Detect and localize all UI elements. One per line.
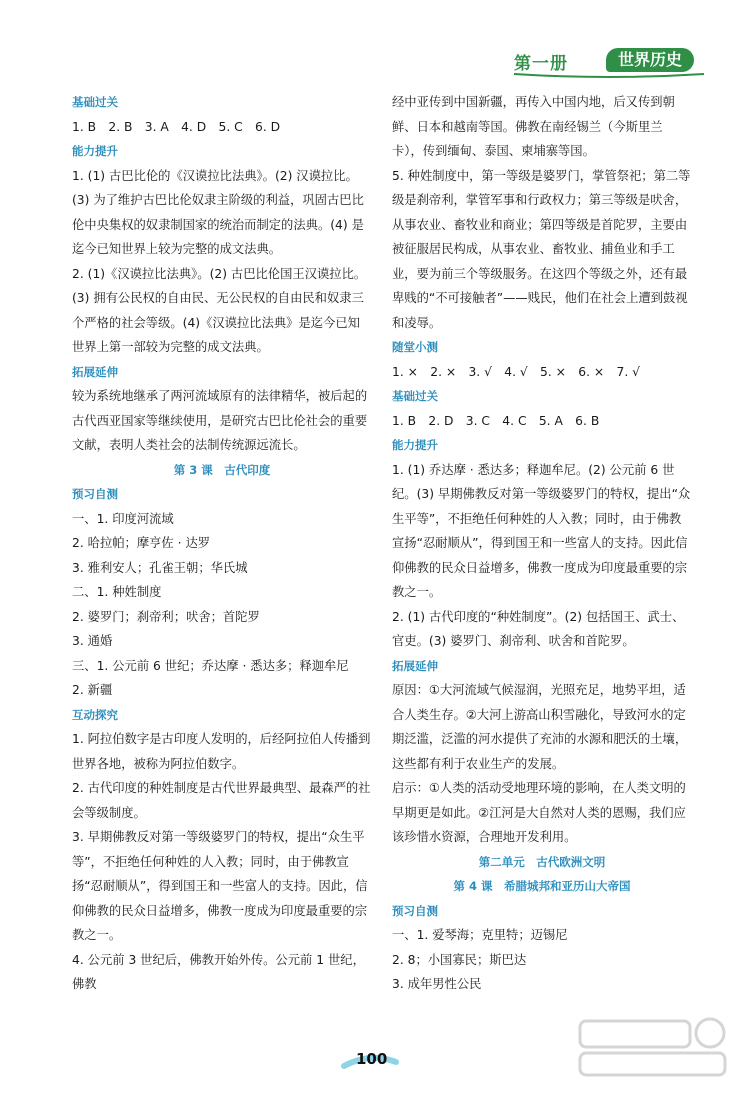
header-swoosh-decoration (514, 72, 704, 80)
answer-line: 1. × 2. × 3. √ 4. √ 5. × 6. × 7. √ (392, 364, 640, 379)
section-heading: 能力提升 (72, 144, 118, 158)
answer-line: 3. 早期佛教反对第一等级婆罗门的特权，提出“众生平等”，不拒绝任何种姓的人入教；同时，由于佛教宣扬“忍耐顺从”，得到国王和一些富人的支持。因此，信仰佛教的民众日益增多，佛教一度成为印度最重要的宗教之一。 (72, 830, 368, 942)
section-heading: 基础过关 (392, 389, 438, 403)
answer-line: 5. 种姓制度中，第一等级是婆罗门，掌管祭祀；第二等级是刹帝利，掌管军事和行政权力；第三等级是吠舍，从事农业、畜牧业和商业；第四等级是首陀罗，主要由被征服居民构成，从事农业、畜牧业、捕鱼业和手工业，要为前三个等级服务。在这四个等级之外，还有最卑贱的“不可接触者”——贱民，他们在社会上遭到鼓视和凌辱。 (392, 168, 691, 330)
answer-line: 2. (1) 古代印度的“种姓制度”。(2) 包括国王、武士、官吏。(3) 婆罗门、刹帝利、吠舍和首陀罗。 (392, 609, 685, 648)
answer-line: 一、1. 爱琴海；克里特；迈锡尼 (392, 928, 568, 942)
section-heading: 预习自测 (72, 487, 118, 501)
answer-line: 二、1. 种姓制度 (72, 585, 162, 599)
answer-line: 1. 阿拉伯数字是古印度人发明的，后经阿拉伯人传播到世界各地，被称为阿拉伯数字。 (72, 732, 371, 771)
section-heading: 基础过关 (72, 95, 118, 109)
answer-line: 启示：①人类的活动受地理环境的影响，在人类文明的早期更是如此。②江河是大自然对人类的恩赐，我们应该珍惜水资源，合理地开发利用。 (392, 781, 686, 844)
right-column (392, 90, 692, 997)
volume-label: 第一册 (514, 54, 568, 74)
section-heading: 拓展延伸 (392, 658, 438, 673)
answer-line: 一、1. 印度河流域 (72, 511, 174, 526)
answer-line: 1. (1) 乔达摩 · 悉达多；释迦牟尼。(2) 公元前 6 世纪。(3) 早期佛教反对第一等级婆罗门的特权，提出“众生平等”，不拒绝任何种姓的人入教；同时，由于佛教宣扬“忍耐顺从”，得到国王和一些富人的支持。因此信仰佛教的民众日益增多，佛教一度成为印度最重要的宗教之一。 (392, 462, 691, 599)
answer-line: 2. 8；小国寡民；斯巴达 (392, 952, 527, 967)
section-heading: 预习自测 (392, 903, 438, 918)
lesson-title: 第 4 课 希腊城邦和亚历山大帝国 (453, 879, 631, 893)
left-column (72, 90, 372, 997)
section-heading: 随堂小测 (392, 340, 438, 354)
page-header (514, 48, 694, 74)
answer-line: 1. (1) 古巴比伦的《汉谟拉比法典》。(2) 汉谟拉比。(3) 为了维护古巴比伦奴隶主阶级的利益，巩固古巴比伦中央集权的奴隶制国家的统治而制定的法典。(4) 是迄今已知世界上较为完整的成文法典。 (72, 168, 364, 256)
answer-line: 3. 雅利安人；孔雀王朝；华氏城 (72, 560, 248, 575)
watermark-logo (570, 1011, 730, 1081)
lesson-title: 第 3 课 古代印度 (173, 462, 271, 477)
answer-line: 1. B 2. D 3. C 4. C 5. A 6. B (392, 413, 600, 428)
section-heading: 互动探究 (72, 707, 118, 722)
answer-line: 经中亚传到中国新疆，再传入中国内地，后又传到朝鲜、日本和越南等国。佛教在南经锡兰（今斯里兰卡），传到缅甸、泰国、柬埔寨等国。 (392, 95, 675, 158)
section-heading: 拓展延伸 (72, 364, 118, 379)
answer-line: 1. B 2. B 3. A 4. D 5. C 6. D (72, 119, 281, 134)
page-number: 100 (356, 1050, 388, 1068)
subject-badge: 世界历史 (606, 48, 694, 72)
answer-line: 2. 婆罗门；刹帝利；吠舍；首陀罗 (72, 609, 260, 624)
answer-line: 2. 哈拉帕；摩亨佐 · 达罗 (72, 536, 211, 550)
answer-line: 三、1. 公元前 6 世纪；乔达摩 · 悉达多；释迦牟尼 (72, 658, 349, 673)
answer-line: 2. 古代印度的种姓制度是古代世界最典型、最森严的社会等级制度。 (72, 781, 371, 820)
answer-line: 较为系统地继承了两河流域原有的法律精华，被后起的古代西亚国家等继续使用，是研究古巴比伦社会的重要文献，表明人类社会的法制传统源远流长。 (72, 389, 368, 452)
answer-line: 4. 公元前 3 世纪后，佛教开始外传。公元前 1 世纪，佛教 (72, 952, 365, 991)
section-heading: 能力提升 (392, 438, 438, 452)
answer-line: 3. 通婚 (72, 634, 113, 648)
answer-line: 2. 新疆 (72, 683, 113, 697)
answer-line: 2. (1)《汉谟拉比法典》。(2) 古巴比伦国王汉谟拉比。(3) 拥有公民权的自由民、无公民权的自由民和奴隶三个严格的社会等级。(4)《汉谟拉比法典》是迄今已知世界上第一部较为完整的成文法典。 (72, 266, 367, 354)
lesson-title: 第二单元 古代欧洲文明 (478, 854, 606, 869)
answer-line: 原因：①大河流域气候湿润，光照充足，地势平坦，适合人类生存。②大河上游高山积雪融化，导致河水的定期泛滥，泛滥的河水提供了充沛的水源和肥沃的土壤，这些都有利于农业生产的发展。 (392, 683, 688, 771)
answer-line: 3. 成年男性公民 (392, 977, 482, 991)
